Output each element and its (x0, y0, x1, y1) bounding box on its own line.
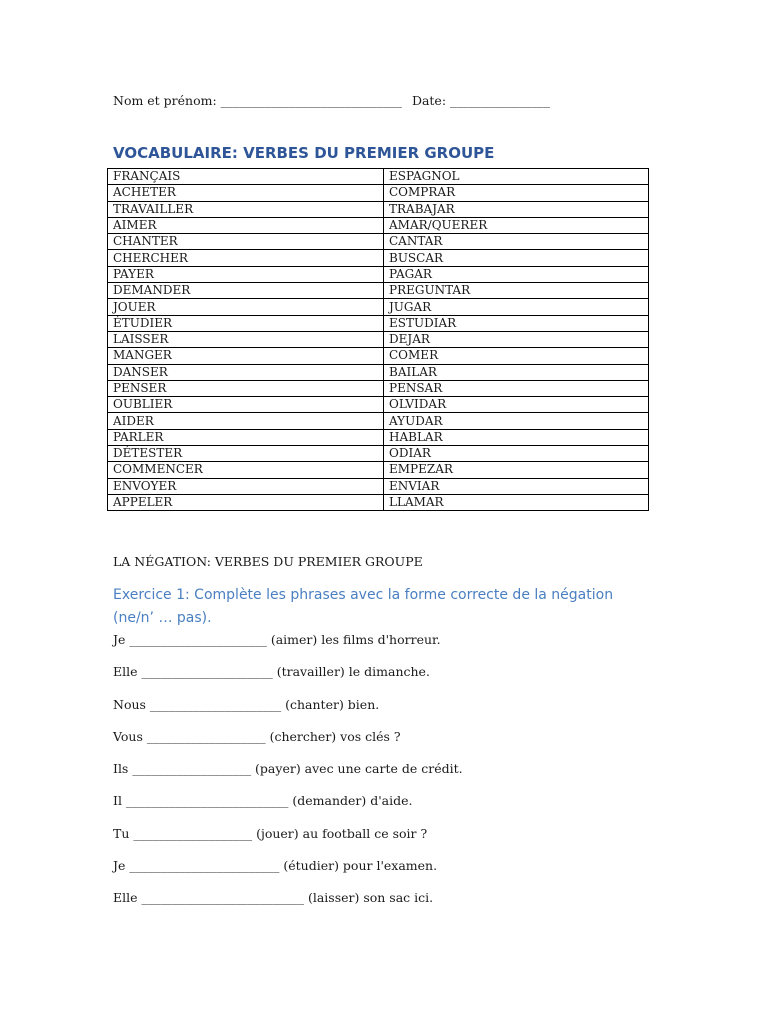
table-row (108, 397, 649, 413)
french-verb-cell: CHANTER (108, 234, 384, 250)
table-row (108, 478, 649, 494)
negation-subheading: LA NÉGATION: VERBES DU PREMIER GROUPE (113, 554, 423, 569)
french-verb-cell: JOUER (108, 299, 384, 315)
french-verb-cell: APPELER (108, 494, 384, 510)
spanish-verb-cell: HABLAR (384, 429, 649, 445)
french-verb-cell: DANSER (108, 364, 384, 380)
table-header-row (108, 169, 649, 185)
french-verb-cell: ÉTUDIER (108, 315, 384, 331)
exercise-sentence: Je ________________________ (étudier) pour l'examen. (113, 858, 438, 874)
french-verb-cell: AIDER (108, 413, 384, 429)
table-row (108, 250, 649, 266)
table-row (108, 185, 649, 201)
french-verb-cell: COMMENCER (108, 462, 384, 478)
spanish-verb-cell: TRABAJAR (384, 201, 649, 217)
french-verb-cell: MANGER (108, 348, 384, 364)
vocabulary-title: VOCABULAIRE: VERBES DU PREMIER GROUPE (113, 144, 495, 162)
exercise-title: Exercice 1: Complète les phrases avec la forme correcte de la négation (ne/n’ … pas). (113, 587, 614, 626)
spanish-verb-cell: ENVIAR (384, 478, 649, 494)
spanish-verb-cell: AYUDAR (384, 413, 649, 429)
spanish-verb-cell: PAGAR (384, 266, 649, 282)
header-cell-french: FRANÇAIS (108, 169, 384, 185)
student-info-line (113, 93, 550, 108)
spanish-verb-cell: ESTUDIAR (384, 315, 649, 331)
french-verb-cell: ACHETER (108, 185, 384, 201)
exercise-sentence: Ils ___________________ (payer) avec une carte de crédit. (113, 761, 463, 777)
table-row (108, 413, 649, 429)
spanish-verb-cell: PENSAR (384, 380, 649, 396)
table-row (108, 446, 649, 462)
spanish-verb-cell: LLAMAR (384, 494, 649, 510)
spanish-verb-cell: OLVIDAR (384, 397, 649, 413)
french-verb-cell: DEMANDER (108, 283, 384, 299)
table-row (108, 201, 649, 217)
date-field-label: Date: ________________ (411, 93, 551, 108)
french-verb-cell: PAYER (108, 266, 384, 282)
spanish-verb-cell: BAILAR (384, 364, 649, 380)
french-verb-cell: TRAVAILLER (108, 201, 384, 217)
spanish-verb-cell: COMER (384, 348, 649, 364)
exercise-sentence: Elle __________________________ (laisser) son sac ici. (113, 890, 434, 906)
french-verb-cell: LAISSER (108, 331, 384, 347)
table-row (108, 315, 649, 331)
table-row (108, 429, 649, 445)
exercise-sentence: Il __________________________ (demander) d'aide. (113, 793, 413, 809)
exercise-sentence: Tu ___________________ (jouer) au football ce soir ? (113, 825, 428, 841)
table-row (108, 283, 649, 299)
spanish-verb-cell: PREGUNTAR (384, 283, 649, 299)
spanish-verb-cell: COMPRAR (384, 185, 649, 201)
table-row (108, 494, 649, 510)
table-row (108, 462, 649, 478)
french-verb-cell: ENVOYER (108, 478, 384, 494)
table-row (108, 299, 649, 315)
exercise-sentence: Elle _____________________ (travailler) le dimanche. (113, 664, 430, 680)
table-row (108, 348, 649, 364)
spanish-verb-cell: CANTAR (384, 234, 649, 250)
table-row (108, 266, 649, 282)
vocabulary-table (107, 168, 649, 511)
header-cell-spanish: ESPAGNOL (384, 169, 649, 185)
spanish-verb-cell: BUSCAR (384, 250, 649, 266)
spanish-verb-cell: ODIAR (384, 446, 649, 462)
spanish-verb-cell: EMPEZAR (384, 462, 649, 478)
french-verb-cell: CHERCHER (108, 250, 384, 266)
table-row (108, 217, 649, 233)
table-row (108, 331, 649, 347)
exercise-sentence: Nous _____________________ (chanter) bien. (113, 696, 380, 712)
french-verb-cell: PARLER (108, 429, 384, 445)
spanish-verb-cell: AMAR/QUERER (384, 217, 649, 233)
exercise-sentence: Vous ___________________ (chercher) vos clés ? (113, 728, 401, 744)
exercise-sentence: Je ______________________ (aimer) les films d'horreur. (113, 632, 441, 647)
spanish-verb-cell: DEJAR (384, 331, 649, 347)
exercise-sentences (113, 630, 463, 921)
name-field-label: Nom et prénom: _____________________________ (113, 93, 402, 108)
french-verb-cell: AIMER (108, 217, 384, 233)
french-verb-cell: PENSER (108, 380, 384, 396)
table-row (108, 364, 649, 380)
table-row (108, 380, 649, 396)
french-verb-cell: DÉTESTER (108, 446, 384, 462)
french-verb-cell: OUBLIER (108, 397, 384, 413)
spanish-verb-cell: JUGAR (384, 299, 649, 315)
table-row (108, 234, 649, 250)
